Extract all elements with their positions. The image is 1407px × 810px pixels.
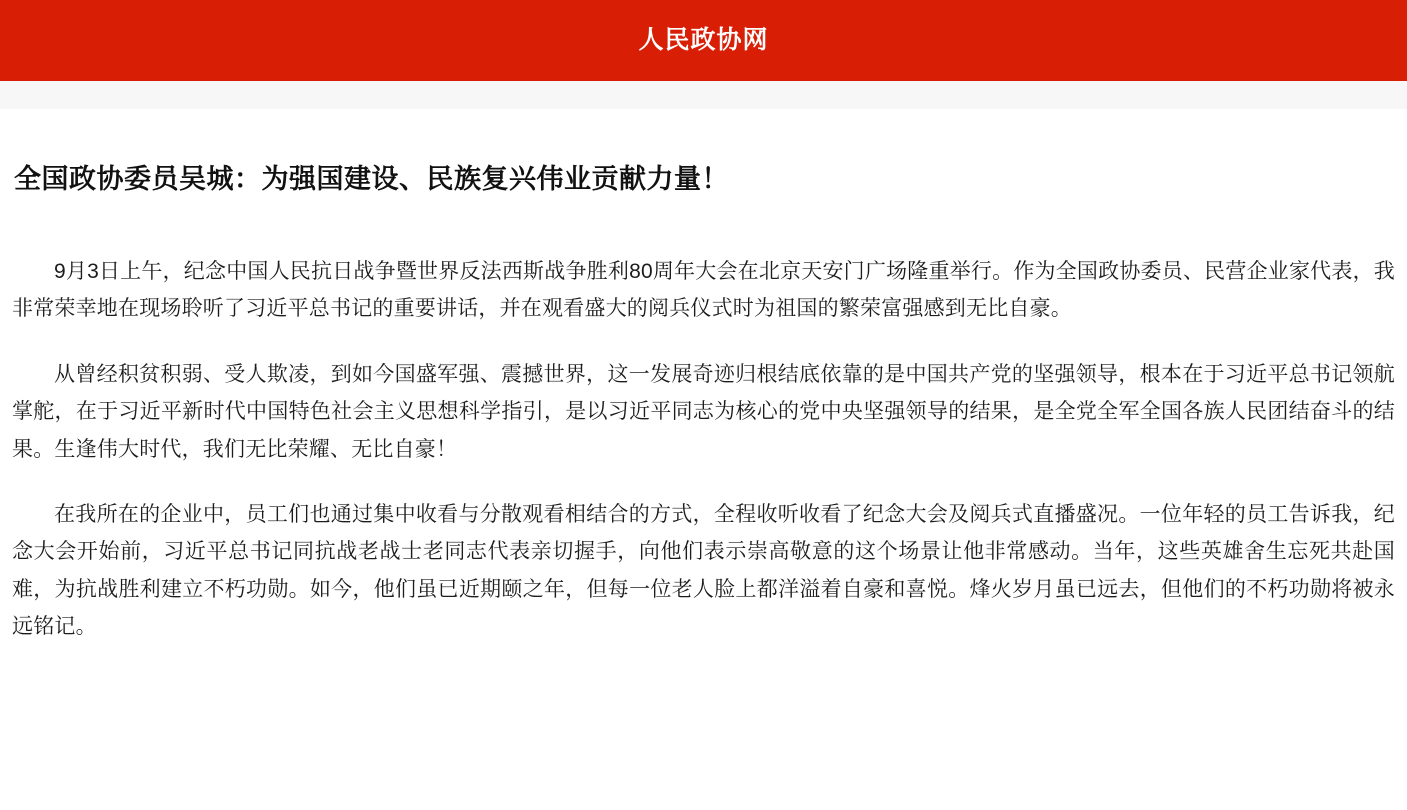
- article-paragraph: 从曾经积贫积弱、受人欺凌，到如今国盛军强、震撼世界，这一发展奇迹归根结底依靠的是中国共产党的坚强领导，根本在于习近平总书记领航掌舵，在于习近平新时代中国特色社会主义思想科学指引，是以习近平同志为核心的党中央坚强领导的结果，是全党全军全国各族人民团结奋斗的结果。生逢伟大时代，我们无比荣耀、无比自豪！: [12, 362, 1395, 461]
- header-divider: [0, 81, 1407, 110]
- site-title: 人民政协网: [638, 26, 769, 54]
- article-paragraph: 在我所在的企业中，员工们也通过集中收看与分散观看相结合的方式，全程收听收看了纪念大会及阅兵式直播盛况。一位年轻的员工告诉我，纪念大会开始前，习近平总书记同抗战老战士老同志代表亲切握手，向他们表示崇高敬意的这个场景让他非常感动。当年，这些英雄舍生忘死共赴国难，为抗战胜利建立不朽功勋。如今，他们虽已近期颐之年，但每一位老人脸上都洋溢着自豪和喜悦。烽火岁月虽已远去，但他们的不朽功勋将被永远铭记。: [12, 502, 1395, 639]
- page-title: 全国政协委员吴城：为强国建设、民族复兴伟业贡献力量！: [14, 164, 729, 194]
- article-body: [10, 197, 1397, 645]
- article-container: [0, 110, 1407, 645]
- article-paragraph: 9月3日上午，纪念中国人民抗日战争暨世界反法西斯战争胜利80周年大会在北京天安门广场隆重举行。作为全国政协委员、民营企业家代表，我非常荣幸地在现场聆听了习近平总书记的重要讲话，并在观看盛大的阅兵仪式时为祖国的繁荣富强感到无比自豪。: [12, 260, 1395, 321]
- site-header: [0, 0, 1407, 81]
